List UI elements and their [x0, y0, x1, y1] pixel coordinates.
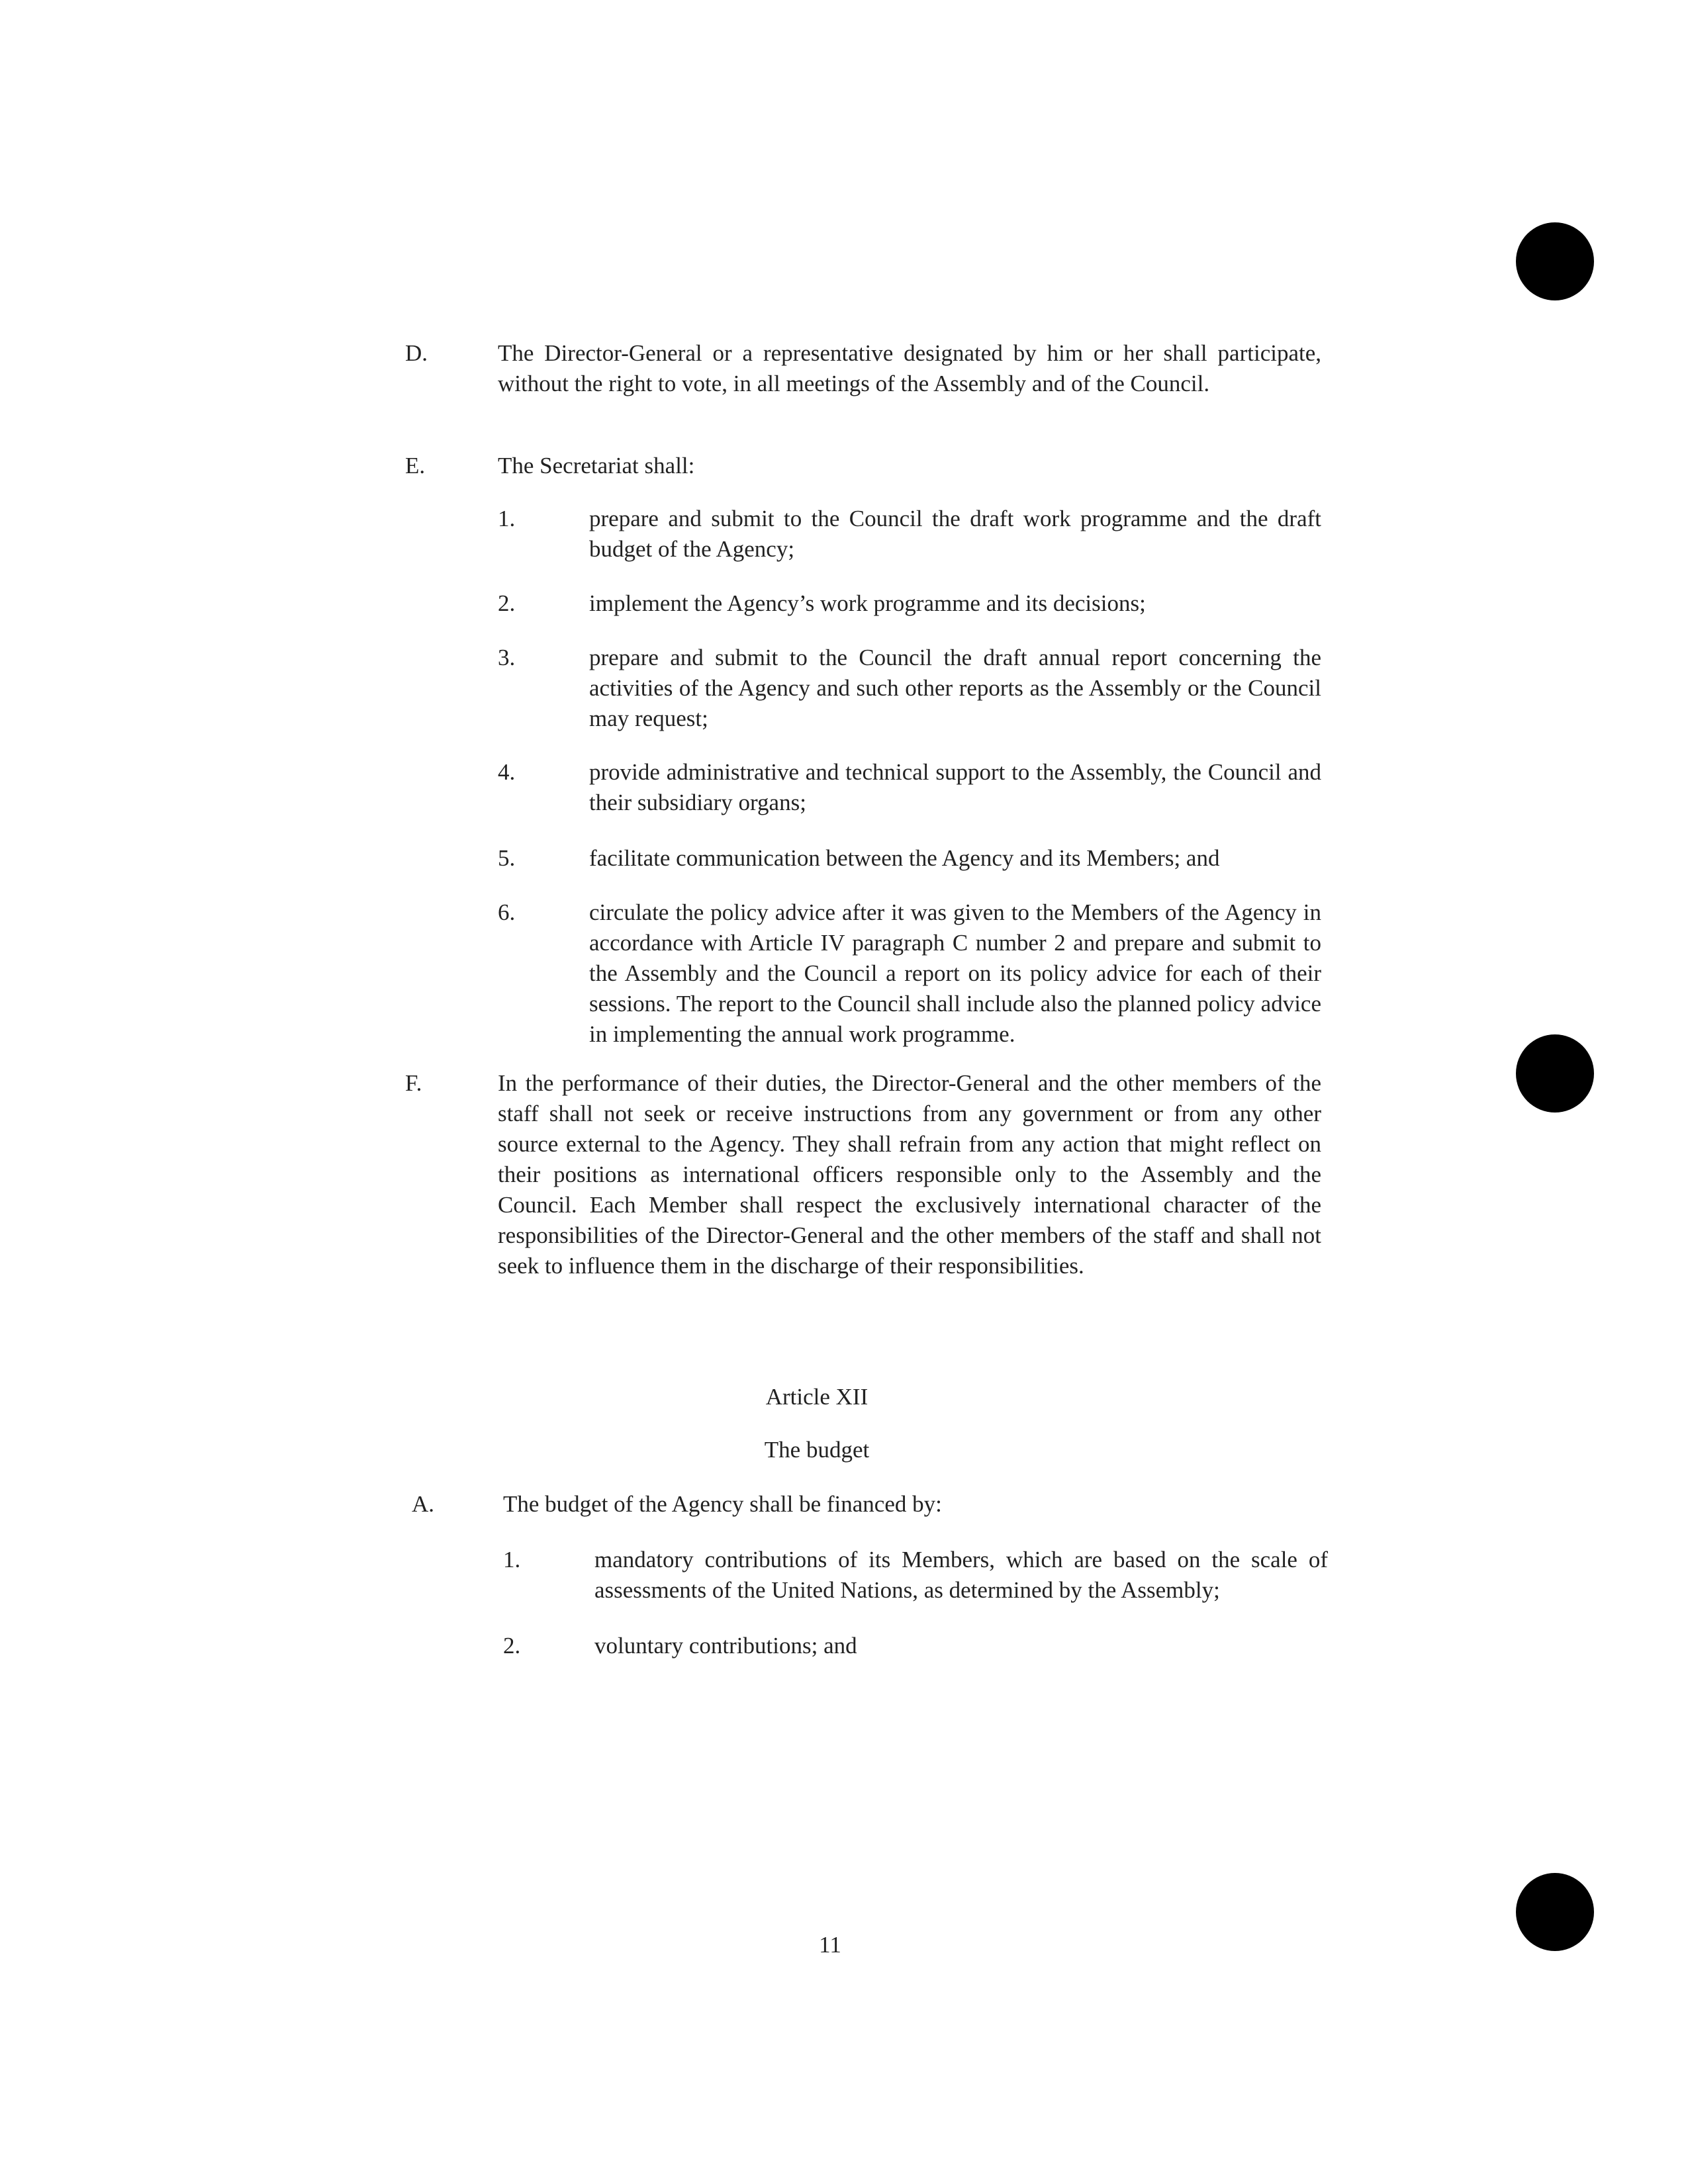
paragraph-e-text: The Secretariat shall: — [498, 453, 695, 478]
list-item-text: prepare and submit to the Council the draft work programme and the draft budget of the Agency; — [589, 506, 1321, 562]
list-item-number: 2. — [503, 1633, 521, 1659]
paragraph-e-label: E. — [405, 453, 426, 478]
list-item-number: 3. — [498, 645, 516, 670]
page-number: 11 — [819, 1932, 841, 1958]
budget-a-text: The budget of the Agency shall be financed by: — [503, 1491, 942, 1517]
list-item-number: 2. — [498, 590, 516, 616]
budget-a-label: A. — [412, 1491, 435, 1517]
list-item-text: prepare and submit to the Council the draft annual report concerning the activities of the Agency and such other reports as the Assembly or the Council may request; — [589, 645, 1321, 731]
list-item-number: 4. — [498, 759, 516, 785]
article-title: The budget — [764, 1437, 870, 1463]
paragraph-f-label: F. — [405, 1070, 422, 1096]
list-item-number: 1. — [503, 1547, 521, 1572]
punch-hole-bottom — [1516, 1873, 1594, 1951]
list-item-text: voluntary contributions; and — [594, 1633, 857, 1659]
list-item-number: 5. — [498, 845, 516, 871]
list-item-text: mandatory contributions of its Members, which are based on the scale of assessments of the United Nations, as determined by the Assembly; — [594, 1547, 1328, 1603]
list-item-number: 1. — [498, 506, 516, 531]
list-item-text: provide administrative and technical support to the Assembly, the Council and their subsidiary organs; — [589, 759, 1321, 815]
article-number: Article XII — [765, 1384, 868, 1410]
list-item-number: 6. — [498, 899, 516, 925]
punch-hole-middle — [1516, 1034, 1594, 1113]
list-item-text: implement the Agency’s work programme and its decisions; — [589, 590, 1146, 616]
list-item-text: facilitate communication between the Agency and its Members; and — [589, 845, 1220, 871]
paragraph-f-text: In the performance of their duties, the Director-General and the other members of the staff shall not seek or receive instructions from any government or from any other source external to the Agency. They shall refrain from any action that might reflect on their positions as international officers responsible only to the Assembly and the Council. Each Member shall respect the exclusively international character of the responsibilities of the Director-General and the other members of the staff and shall not seek to influence them in the discharge of their responsibilities. — [498, 1070, 1321, 1279]
punch-hole-top — [1516, 222, 1594, 300]
paragraph-d-text: The Director-General or a representative designated by him or her shall participate, without the right to vote, in all meetings of the Assembly and of the Council. — [498, 340, 1321, 396]
list-item-text: circulate the policy advice after it was given to the Members of the Agency in accordance with Article IV paragraph C number 2 and prepare and submit to the Assembly and the Council a report on its policy advice for each of their sessions. The report to the Council shall include also the planned policy advice in implementing the annual work programme. — [589, 899, 1321, 1047]
paragraph-d-label: D. — [405, 340, 428, 366]
